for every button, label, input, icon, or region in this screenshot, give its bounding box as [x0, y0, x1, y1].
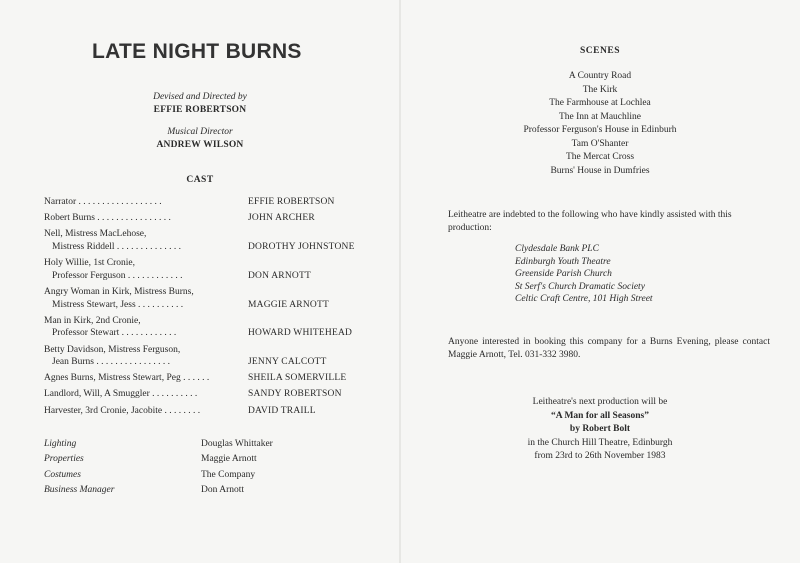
- sponsor-item: Celtic Craft Centre, 101 High Street: [515, 294, 653, 305]
- cast-role-line: Professor Ferguson . . . . . . . . . . . .: [52, 270, 183, 281]
- cast-actor: EFFIE ROBERTSON: [248, 197, 335, 207]
- cast-role-line: Narrator . . . . . . . . . . . . . . . . . .: [44, 197, 162, 207]
- cast-actor: HOWARD WHITEHEAD: [248, 328, 353, 339]
- scene-item: A Country Road: [568, 71, 632, 81]
- cast-role-line: Professor Stewart . . . . . . . . . . . .: [52, 328, 177, 339]
- sponsor-item: Edinburgh Youth Theatre: [515, 256, 611, 267]
- cast-role-line: Holy Willie, 1st Cronie,: [44, 258, 136, 269]
- crew-role: Lighting: [44, 439, 77, 449]
- director-name: EFFIE ROBERTSON: [153, 105, 247, 115]
- crew-list: [44, 437, 344, 499]
- cast-role-line: Betty Davidson, Mistress Ferguson,: [44, 344, 181, 355]
- cast-role-line: Agnes Burns, Mistress Stewart, Peg . . . . . .: [44, 373, 210, 384]
- scene-item: Professor Ferguson's House in Edinburh: [523, 125, 677, 135]
- sponsors-list: [515, 243, 653, 306]
- cast-row: [44, 372, 394, 385]
- cast-actor: SANDY ROBERTSON: [248, 389, 342, 400]
- cast-row: [44, 286, 394, 311]
- crew-row: [44, 452, 344, 467]
- director-role: Devised and Directed by: [153, 92, 247, 102]
- scenes-heading: SCENES: [580, 46, 620, 56]
- scene-item: The Kirk: [582, 84, 618, 95]
- cast-row: [44, 212, 394, 225]
- musical-director-credit: [100, 126, 300, 152]
- cast-role-line: Harvester, 3rd Cronie, Jacobite . . . . . . . .: [44, 405, 201, 416]
- musical-director-role: Musical Director: [167, 127, 233, 137]
- cast-actor: JOHN ARCHER: [248, 213, 315, 224]
- right-page: [400, 0, 800, 563]
- next-production-venue: in the Church Hill Theatre, Edinburgh: [527, 437, 673, 448]
- sponsor-item: Greenside Parish Church: [515, 269, 612, 280]
- cast-heading: CAST: [186, 175, 214, 185]
- scene-item: The Inn at Mauchline: [558, 111, 642, 122]
- cast-row: [44, 344, 394, 369]
- scene-item: Tam O'Shanter: [571, 138, 629, 149]
- cast-actor: DON ARNOTT: [248, 270, 311, 281]
- next-production-intro: Leitheatre's next production will be: [532, 397, 668, 407]
- cast-role-line: Man in Kirk, 2nd Cronie,: [44, 315, 141, 326]
- scene-item: The Mercat Cross: [565, 152, 635, 162]
- sponsor-item: Clydesdale Bank PLC: [515, 244, 599, 254]
- cast-role-line: Angry Woman in Kirk, Mistress Burns,: [44, 286, 194, 297]
- scenes-list: [400, 70, 800, 178]
- crew-role: Costumes: [44, 469, 81, 480]
- crew-name: The Company: [201, 469, 256, 480]
- cast-role-line: Robert Burns . . . . . . . . . . . . . . . .: [44, 213, 171, 224]
- crew-name: Don Arnott: [201, 485, 245, 496]
- director-credit: [100, 91, 300, 117]
- cast-row: [44, 315, 394, 340]
- cast-actor: MAGGIE ARNOTT: [248, 299, 329, 310]
- cast-row: [44, 228, 394, 253]
- cast-row: [44, 257, 394, 282]
- next-production: [400, 396, 800, 464]
- crew-role: Business Manager: [44, 485, 115, 496]
- cast-role-line: Mistress Stewart, Jess . . . . . . . . . .: [52, 299, 184, 310]
- cast-role-line: Nell, Mistress MacLehose,: [44, 229, 147, 240]
- cast-actor: SHEILA SOMERVILLE: [248, 373, 347, 384]
- next-production-author: by Robert Bolt: [569, 424, 631, 434]
- cast-actor: JENNY CALCOTT: [248, 357, 327, 368]
- cast-list: [44, 196, 394, 421]
- scene-item: Burns' House in Dumfries: [550, 165, 650, 176]
- cast-role-line: Mistress Riddell . . . . . . . . . . . . . .: [52, 241, 182, 252]
- scene-item: The Farmhouse at Lochlea: [549, 98, 651, 108]
- acknowledgement-text: Leitheatre are indebted to the following who have kindly assisted with this production:: [448, 210, 732, 233]
- next-production-dates: from 23rd to 26th November 1983: [534, 451, 666, 461]
- crew-row: [44, 437, 344, 452]
- crew-role: Properties: [44, 454, 84, 465]
- cast-role-line: Landlord, Will, A Smuggler . . . . . . . . . .: [44, 389, 198, 400]
- cast-row: [44, 196, 394, 209]
- crew-name: Maggie Arnott: [201, 454, 257, 465]
- booking-text: Anyone interested in booking this company for a Burns Evening, please contact Maggie Arnott, Tel. 031-332 3980.: [448, 337, 770, 360]
- cast-role-line: Jean Burns . . . . . . . . . . . . . . . .: [52, 357, 170, 368]
- next-production-title: “A Man for all Seasons”: [550, 410, 649, 421]
- cast-row: [44, 405, 394, 418]
- cast-actor: DOROTHY JOHNSTONE: [248, 241, 355, 252]
- crew-row: [44, 468, 344, 483]
- sponsor-item: St Serf's Church Dramatic Society: [515, 281, 645, 292]
- page-title: LATE NIGHT BURNS: [92, 40, 302, 63]
- musical-director-name: ANDREW WILSON: [156, 140, 244, 150]
- cast-actor: DAVID TRAILL: [248, 405, 316, 416]
- cast-row: [44, 388, 394, 401]
- crew-row: [44, 483, 344, 498]
- crew-name: Douglas Whittaker: [201, 439, 273, 449]
